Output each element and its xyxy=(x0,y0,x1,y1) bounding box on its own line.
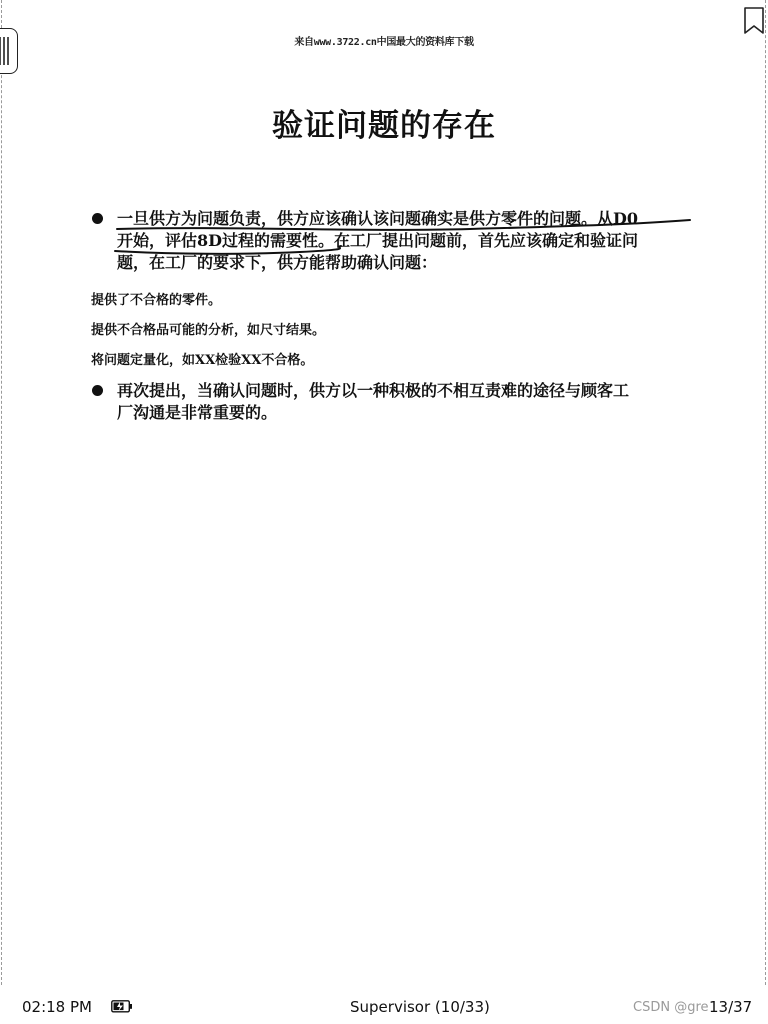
page-border-left xyxy=(1,0,2,985)
bullet-dot xyxy=(92,385,103,396)
page-count[interactable]: 13/37 xyxy=(709,998,753,1016)
sub-item: 提供了不合格的零件。 xyxy=(91,293,222,308)
document-title: Supervisor (10/33) xyxy=(350,998,490,1016)
paragraph-line: 再次提出，当确认问题时，供方以一种积极的不相互责难的途径与顾客工 xyxy=(117,381,630,400)
paragraph-line xyxy=(117,230,697,252)
paragraph-line: 题，在工厂的要求下，供方能帮助确认问题： xyxy=(117,253,438,272)
battery-charging-icon xyxy=(111,1000,133,1013)
page-border-right xyxy=(765,0,766,985)
bookmark-icon xyxy=(742,6,766,36)
underlined-text: 一旦供方为问题负责，供方应该确认该问题确实是供方零件的问题。从D0 xyxy=(117,209,639,228)
paragraph-line: 厂沟通是非常重要的。 xyxy=(117,403,278,422)
paragraph-line xyxy=(117,208,697,230)
bookmark-button[interactable] xyxy=(742,6,766,36)
bullet-paragraph-2 xyxy=(117,380,697,424)
watermark: CSDN @gre xyxy=(633,1000,709,1015)
clock: 02:18 PM xyxy=(22,998,92,1016)
bullet-paragraph-1 xyxy=(117,208,697,274)
status-bar xyxy=(0,990,768,1024)
sub-item: 将问题定量化，如XX检验XX不合格。 xyxy=(91,353,314,368)
sub-item: 提供不合格品可能的分析，如尺寸结果。 xyxy=(91,323,326,338)
underlined-text: 开始，评估8D过程的需要性。 xyxy=(117,231,335,250)
page-title: 验证问题的存在 xyxy=(272,108,496,144)
source-header: 来自www.3722.cn中国最大的资料库下载 xyxy=(294,37,474,48)
paragraph-text: 在工厂提出问题前，首先应该确定和验证问 xyxy=(334,231,639,250)
bullet-dot xyxy=(92,213,103,224)
